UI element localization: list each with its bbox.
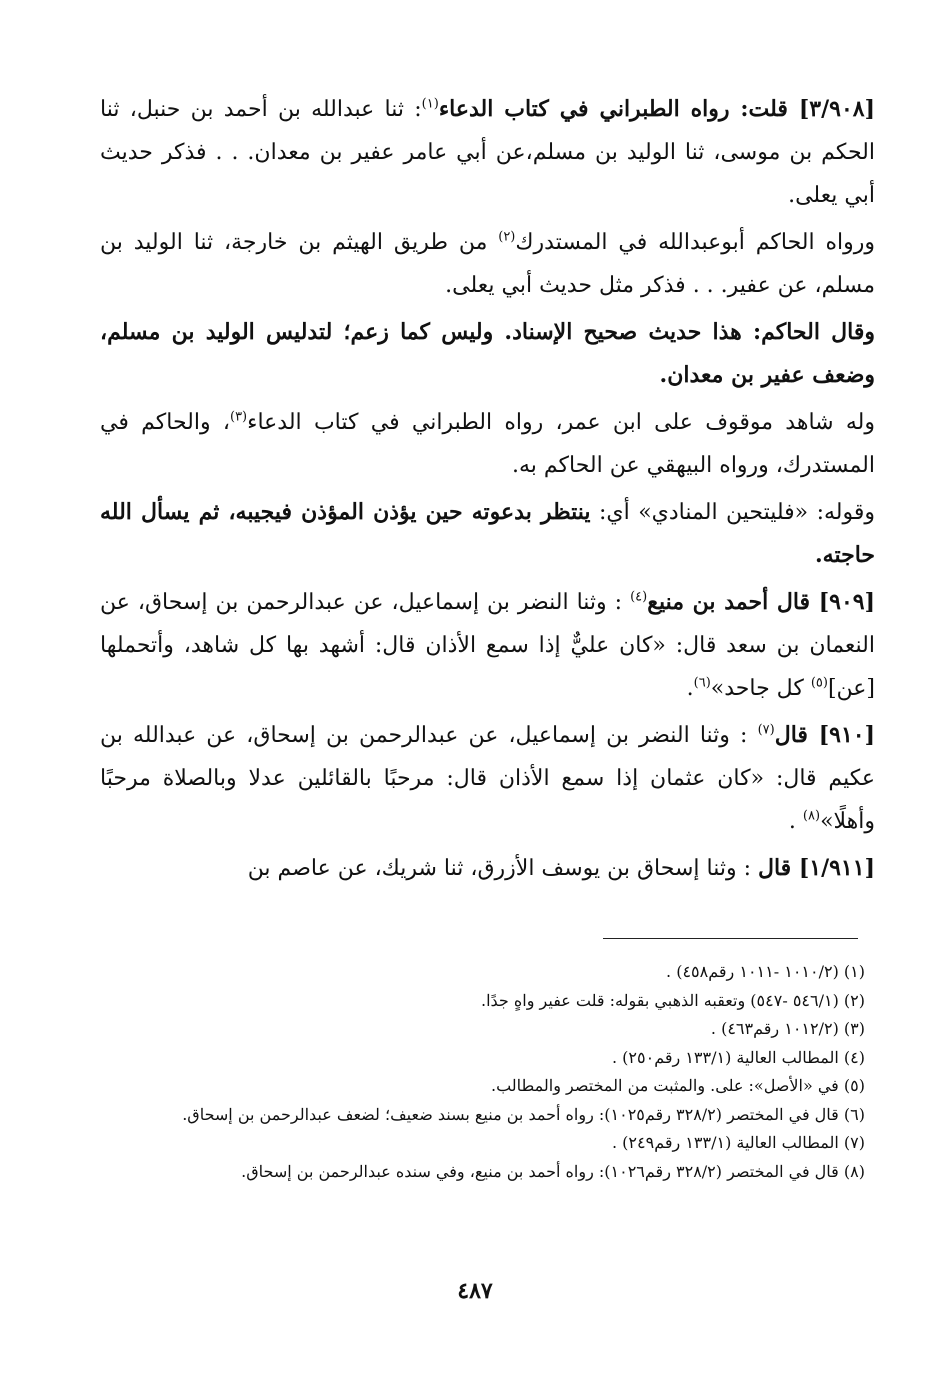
- paragraph-lead: [٣/٩٠٨] قلت: رواه الطبراني في كتاب الدعاء: [438, 96, 876, 122]
- paragraph-909: [100, 581, 875, 710]
- paragraph-witness: [100, 401, 875, 487]
- footnote-ref[interactable]: (٥): [810, 675, 828, 691]
- footnote-ref[interactable]: (٧): [757, 722, 775, 738]
- footnote-3: (٣) (١٠١٢/٢ رقم٤٦٣) .: [710, 1019, 865, 1038]
- paragraph-text: وله شاهد موقوف على ابن عمر، رواه الطبراني في كتاب الدعاء: [247, 410, 875, 435]
- footnote-separator: [603, 938, 858, 939]
- footnote-ref[interactable]: (٨): [802, 808, 821, 824]
- paragraph-hakim-narration: [100, 221, 875, 307]
- footnote-2: (٢) (٥٤٦/١ -٥٤٧) وتعقبه الذهبي بقوله: قلت عفير واهٍ جدًا.: [480, 990, 865, 1010]
- paragraph-lead: [٩٠٩] قال أحمد بن منيع: [647, 589, 875, 615]
- paragraph-910: [100, 714, 875, 843]
- paragraph-text: ، والحاكم في المستدرك، ورواه البيهقي عن الحاكم به.: [100, 410, 875, 478]
- paragraph-lead: [٩١٠] قال: [774, 722, 875, 748]
- paragraph-text-bold: ينتظر بدعوته حين يؤذن المؤذن فيجيبه، ثم يسأل الله حاجته.: [100, 499, 875, 568]
- page-number: ٤٨٧: [457, 1278, 493, 1304]
- paragraph-text: من طريق الهيثم بن خارجة، ثنا الوليد بن مسلم، عن عفير. . . فذكر مثل حديث أبي يعلى.: [100, 230, 875, 298]
- paragraph-explanation: [100, 491, 875, 577]
- paragraph-text: : وثنا النضر بن إسماعيل، عن عبدالرحمن بن إسحاق، عن عبدالله بن عكيم قال: «كان عثمان إذا سمع الأذان قال: مرحبًا بالقائلين عدلا وبالصلاة مرحبًا وأهلًا»: [100, 723, 875, 834]
- paragraph-hakim-ruling: [100, 311, 875, 397]
- footnote-4: (٤) المطالب العالية (١٣٣/١ رقم٢٥٠) .: [611, 1047, 865, 1067]
- paragraph-text: .: [788, 809, 803, 834]
- footnote-ref[interactable]: (١): [421, 96, 439, 112]
- paragraph-911: [100, 847, 875, 890]
- paragraph-text: .: [686, 676, 694, 701]
- paragraph-text: كل جاحد»: [710, 676, 811, 701]
- paragraph-text: ورواه الحاكم أبوعبدالله في المستدرك: [515, 230, 875, 255]
- paragraph-text: : وثنا إسحاق بن يوسف الأزرق، ثنا شريك، عن عاصم بن: [247, 856, 758, 881]
- footnote-ref[interactable]: (٦): [693, 675, 711, 691]
- footnote-7: (٧) المطالب العالية (١٣٣/١ رقم٢٤٩) .: [611, 1133, 865, 1152]
- paragraph-908: [100, 88, 875, 217]
- footnote-ref[interactable]: (٢): [498, 229, 516, 245]
- paragraph-text: : ثنا عبدالله بن أحمد بن حنبل، ثنا الحكم بن موسى، ثنا الوليد بن مسلم،عن أبي عامر عفير بن معدان. . . فذكر حديث أبي يعلى.: [100, 97, 875, 208]
- paragraph-lead: [١/٩١١] قال: [757, 855, 875, 881]
- footnote-ref[interactable]: (٣): [229, 409, 248, 425]
- footnote-1: (١) (١٠١٠/٢ -١٠١١ رقم٤٥٨) .: [666, 962, 865, 981]
- main-text: [100, 88, 875, 894]
- footnote-ref[interactable]: (٤): [630, 589, 648, 605]
- paragraph-text: وقال الحاكم: هذا حديث صحيح الإسناد. وليس كما زعم؛ لتدليس الوليد بن مسلم، وضعف عفير بن معدان.: [100, 319, 875, 388]
- footnotes: [95, 958, 865, 1186]
- paragraph-text: وقوله: «فليتحين المنادي» أي:: [590, 500, 876, 525]
- paragraph-text: : وثنا النضر بن إسماعيل، عن عبدالرحمن بن إسحاق، عن النعمان بن سعد قال: «كان عليٌّ إذا سمع الأذان قال: أشهد بها كل شاهد، وأتحملها [عن]: [100, 590, 875, 701]
- footnote-6: (٦) قال في المختصر (٣٢٨/٢ رقم١٠٢٥): رواه أحمد بن منيع بسند ضعيف؛ لضعف عبدالرحمن بن إسحاق.: [182, 1104, 865, 1124]
- footnote-8: (٨) قال في المختصر (٣٢٨/٢ رقم١٠٢٦): رواه أحمد بن منيع، وفي سنده عبدالرحمن بن إسحاق.: [241, 1161, 865, 1181]
- footnote-5: (٥) في «الأصل»: على. والمثبت من المختصر والمطالب.: [491, 1076, 865, 1095]
